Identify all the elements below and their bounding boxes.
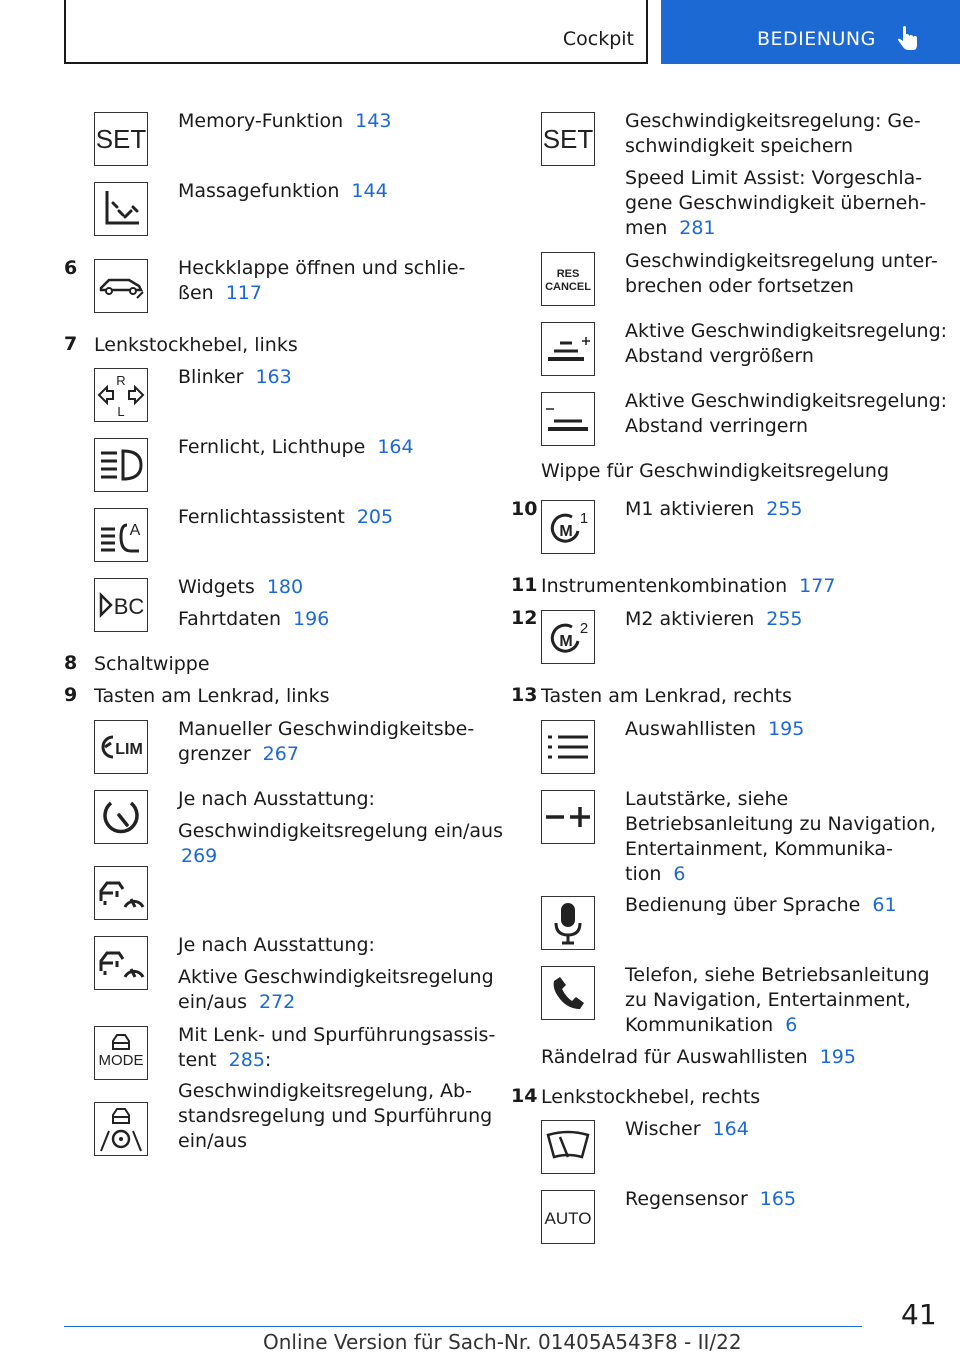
wiper-row	[625, 1117, 749, 1142]
rain-sensor-page-link[interactable]: 165	[759, 1188, 797, 1210]
speed-limiter-page-link[interactable]: 267	[262, 743, 299, 765]
m2-row	[625, 607, 803, 632]
lane-assist-page-link[interactable]: 285	[228, 1049, 265, 1071]
high-beam-page-link[interactable]: 164	[377, 436, 414, 458]
item-number-12: 12	[511, 607, 538, 629]
thumbwheel-page-link[interactable]: 195	[819, 1046, 856, 1068]
volume-icon	[541, 790, 595, 844]
high-beam-icon	[94, 438, 148, 492]
volume-label-3: Entertainment, Kommunika-	[625, 838, 893, 860]
m1-page-link[interactable]: 255	[766, 498, 803, 520]
speed-limiter-row	[178, 717, 474, 767]
memory-function-row	[178, 109, 391, 134]
high-beam-row	[178, 435, 414, 460]
lane-assist-label-1: Mit Lenk- und Spurführungsassis-	[178, 1024, 496, 1046]
distance-decrease-row	[625, 389, 947, 439]
section-title: Cockpit	[562, 28, 634, 50]
phone-icon	[541, 966, 595, 1020]
wiper-label: Wischer	[625, 1118, 701, 1140]
res-text: RES	[556, 268, 580, 280]
high-beam-assistant-icon	[94, 508, 148, 562]
footer-divider	[64, 1326, 862, 1327]
phone-row	[625, 963, 930, 1038]
acc-onoff-label-2: ein/aus	[178, 991, 247, 1013]
voice-control-label: Bedienung über Sprache	[625, 894, 861, 916]
acc-onoff-page-link[interactable]: 272	[259, 991, 296, 1013]
m1-icon-one: 1	[579, 510, 589, 527]
widgets-page-link[interactable]: 180	[266, 576, 304, 598]
sla-label-2: gene Geschwindigkeit überneh-	[625, 192, 927, 214]
distance-decrease-label-1: Aktive Geschwindigkeitsregelung:	[625, 390, 948, 412]
store-speed-row	[625, 109, 921, 159]
instrument-cluster-page-link[interactable]: 177	[799, 575, 836, 597]
active-cruise-control-icon-2	[94, 936, 148, 990]
trip-data-page-link[interactable]: 196	[293, 608, 330, 630]
volume-label-2: Betriebsanleitung zu Navigation,	[625, 813, 937, 835]
phone-label-3: Kommunikation	[625, 1014, 774, 1036]
active-cruise-control-icon	[94, 866, 148, 920]
steering-assist-icon	[94, 1102, 148, 1156]
auto-icon	[541, 1190, 595, 1244]
instrument-cluster-label: Instrumentenkombination	[541, 575, 788, 597]
speed-limiter-text: LIM	[115, 741, 143, 758]
massage-row	[178, 179, 388, 204]
trip-data-row	[178, 607, 329, 632]
set-speed-icon-text: SET	[542, 124, 594, 154]
phone-page-link[interactable]: 6	[785, 1014, 798, 1036]
speed-limiter-label-2: grenzer	[178, 743, 251, 765]
cruise-onoff-row	[178, 819, 503, 869]
distance-control-label-1: Geschwindigkeitsregelung, Ab-	[178, 1080, 472, 1102]
cruise-control-icon	[94, 790, 148, 844]
turn-signal-r: R	[116, 373, 126, 388]
high-beam-assistant-page-link[interactable]: 205	[356, 506, 394, 528]
lane-assist-row	[178, 1023, 495, 1073]
memory-page-link[interactable]: 143	[355, 110, 392, 132]
steering-lever-left-heading: Lenkstockhebel, links	[94, 334, 298, 356]
item-number-9: 9	[64, 684, 78, 706]
phone-label-1: Telefon, siehe Betriebsanleitung	[625, 964, 930, 986]
acc-onoff-label-1: Aktive Geschwindigkeitsregelung	[178, 966, 494, 988]
hand-pointer-icon	[895, 26, 921, 52]
mode-icon-text: MODE	[98, 1052, 144, 1069]
auto-icon-text: AUTO	[544, 1209, 592, 1228]
distance-decrease-label-2: Abstand verringern	[625, 415, 809, 437]
blinker-label: Blinker	[178, 366, 244, 388]
distance-decrease-icon	[541, 392, 595, 446]
item-number-8: 8	[64, 652, 78, 674]
microphone-icon	[541, 896, 595, 950]
sla-page-link[interactable]: 281	[679, 217, 716, 239]
phone-label-2: zu Navigation, Entertainment,	[625, 989, 911, 1011]
instrument-cluster-row	[541, 574, 835, 599]
item-number-11: 11	[511, 574, 538, 596]
wiper-icon	[541, 1120, 595, 1174]
volume-label-1: Lautstärke, siehe	[625, 788, 789, 810]
m2-label: M2 aktivieren	[625, 608, 755, 630]
distance-control-label-3: ein/aus	[178, 1130, 247, 1152]
chapter-title: BEDIENUNG	[757, 28, 876, 50]
blinker-page-link[interactable]: 163	[255, 366, 292, 388]
turn-signal-l: L	[117, 404, 125, 419]
tailgate-icon	[94, 259, 148, 313]
speed-limit-assist-row	[625, 166, 926, 241]
high-beam-assistant-a: A	[129, 522, 141, 539]
volume-label-4: tion	[625, 863, 662, 885]
mode-icon	[94, 1026, 148, 1080]
massage-page-link[interactable]: 144	[351, 180, 388, 202]
m2-icon-two: 2	[579, 620, 589, 637]
m1-icon-m: M	[559, 523, 573, 540]
shift-paddle-heading: Schaltwippe	[94, 653, 210, 675]
blinker-row	[178, 365, 292, 390]
interrupt-label-2: brechen oder fortsetzen	[625, 275, 854, 297]
selection-lists-page-link[interactable]: 195	[768, 718, 805, 740]
lane-assist-label-2: tent	[178, 1049, 217, 1071]
res-cancel-icon	[541, 252, 595, 306]
item-number-14: 14	[511, 1085, 538, 1107]
cruise-onoff-label: Geschwindigkeitsregelung ein/aus	[178, 820, 503, 842]
tailgate-row	[178, 256, 465, 306]
steering-buttons-right-heading: Tasten am Lenkrad, rechts	[541, 685, 792, 707]
high-beam-assistant-row	[178, 505, 393, 530]
lane-assist-colon: :	[264, 1049, 272, 1071]
cruise-onoff-page-link[interactable]: 269	[181, 845, 218, 867]
item-number-6: 6	[64, 257, 78, 279]
steering-buttons-left-heading: Tasten am Lenkrad, links	[94, 685, 330, 707]
bc-icon-text: BC	[113, 594, 145, 619]
voice-control-row	[625, 893, 897, 918]
distance-increase-label-1: Aktive Geschwindigkeitsregelung:	[625, 320, 948, 342]
acc-onoff-row	[178, 965, 494, 1015]
massage-label: Massagefunktion	[178, 180, 340, 202]
distance-increase-label-2: Abstand vergrößern	[625, 345, 814, 367]
high-beam-label: Fernlicht, Lichthupe	[178, 436, 366, 458]
item-number-13: 13	[511, 684, 538, 706]
m2-icon	[541, 610, 595, 664]
distance-control-label-2: standsregelung und Spurführung	[178, 1105, 493, 1127]
trip-data-label: Fahrtdaten	[178, 608, 282, 630]
widgets-label: Widgets	[178, 576, 255, 598]
m2-icon-m: M	[559, 633, 573, 650]
m1-label: M1 aktivieren	[625, 498, 755, 520]
widgets-row	[178, 575, 303, 600]
store-speed-label-1: Geschwindigkeitsregelung: Ge-	[625, 110, 921, 132]
volume-row	[625, 787, 936, 887]
selection-lists-label: Auswahllisten	[625, 718, 757, 740]
tailgate-label-2: ßen	[178, 282, 214, 304]
thumbwheel-row	[541, 1045, 856, 1070]
set-speed-icon	[541, 112, 595, 166]
equipment-note-2: Je nach Ausstattung:	[178, 934, 375, 956]
m1-row	[625, 497, 803, 522]
list-icon	[541, 720, 595, 774]
bc-icon	[94, 578, 148, 632]
interrupt-label-1: Geschwindigkeitsregelung unter-	[625, 250, 938, 272]
m1-icon	[541, 500, 595, 554]
massage-seat-icon	[94, 182, 148, 236]
distance-increase-row	[625, 319, 947, 369]
distance-increase-icon	[541, 322, 595, 376]
volume-page-link[interactable]: 6	[673, 863, 686, 885]
rain-sensor-label: Regensensor	[625, 1188, 748, 1210]
speed-limiter-icon	[94, 720, 148, 774]
cancel-text: CANCEL	[545, 281, 591, 293]
thumbwheel-label: Rändelrad für Auswahllisten	[541, 1046, 808, 1068]
tailgate-page-link[interactable]: 117	[225, 282, 262, 304]
header-left-box	[64, 0, 648, 64]
high-beam-assistant-label: Fernlichtassistent	[178, 506, 345, 528]
rain-sensor-row	[625, 1187, 796, 1212]
speed-limiter-label-1: Manueller Geschwindigkeitsbe-	[178, 718, 475, 740]
page-number: 41	[901, 1298, 937, 1331]
voice-control-page-link[interactable]: 61	[872, 894, 897, 916]
steering-lever-right-heading: Lenkstockhebel, rechts	[541, 1086, 761, 1108]
set-icon-text: SET	[95, 124, 147, 154]
sla-label-3: men	[625, 217, 668, 239]
item-number-7: 7	[64, 333, 78, 355]
selection-lists-row	[625, 717, 804, 742]
interrupt-resume-row	[625, 249, 938, 299]
store-speed-label-2: schwindigkeit speichern	[625, 135, 854, 157]
set-icon	[94, 112, 148, 166]
cruise-rocker-label: Wippe für Geschwindigkeitsregelung	[541, 460, 890, 482]
header-chapter-tab[interactable]	[661, 0, 960, 64]
distance-control-row	[178, 1079, 492, 1154]
equipment-note-1: Je nach Ausstattung:	[178, 788, 375, 810]
m2-page-link[interactable]: 255	[766, 608, 803, 630]
memory-label: Memory-Funktion	[178, 110, 344, 132]
turn-signal-icon	[94, 368, 148, 422]
footer-version-text: Online Version für Sach-Nr. 01405A543F8 - II/22	[263, 1330, 742, 1354]
item-number-10: 10	[511, 498, 538, 520]
sla-label-1: Speed Limit Assist: Vorgeschla-	[625, 167, 923, 189]
wiper-page-link[interactable]: 164	[712, 1118, 749, 1140]
tailgate-label-1: Heckklappe öffnen und schlie-	[178, 257, 466, 279]
